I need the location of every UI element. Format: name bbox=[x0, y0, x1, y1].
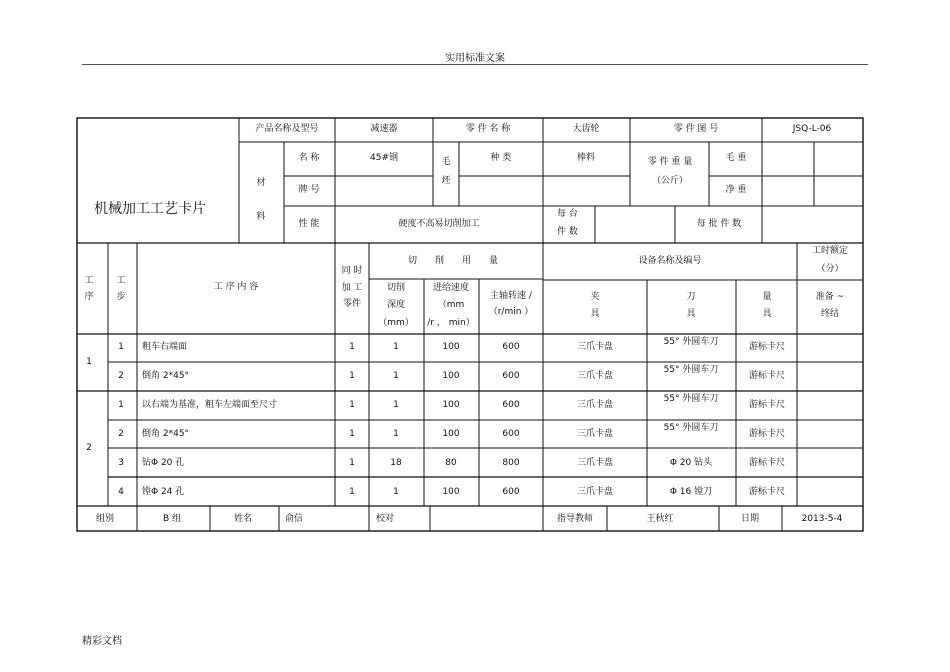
name-value: 俞信 bbox=[285, 514, 304, 524]
col-process-2: 序 bbox=[84, 292, 94, 302]
row-gauge: 游标卡尺 bbox=[748, 400, 786, 410]
mat-name-label: 名 称 bbox=[298, 153, 320, 163]
blank-type-label: 种 类 bbox=[490, 153, 512, 163]
row-spindle: 600 bbox=[502, 342, 520, 352]
row-simul: 1 bbox=[349, 429, 355, 439]
row-content: 倒角 2*45° bbox=[142, 429, 190, 439]
row-step: 3 bbox=[118, 458, 124, 468]
row-gauge: 游标卡尺 bbox=[748, 342, 786, 352]
part-name-label: 零 件 名 称 bbox=[465, 124, 511, 134]
col-gauge-2: 具 bbox=[762, 309, 772, 319]
row-depth: 1 bbox=[393, 429, 399, 439]
row-tool: 55° 外圆车刀 bbox=[663, 423, 719, 433]
row-spindle: 600 bbox=[502, 429, 520, 439]
page-header: 实用标准文案 bbox=[445, 53, 505, 64]
col-step-2: 步 bbox=[116, 292, 126, 302]
col-simul-2: 加 工 bbox=[341, 283, 363, 293]
weight-label-1: 零 件 重 量 bbox=[647, 157, 693, 167]
part-drawing-label: 零 件 图 号 bbox=[673, 124, 719, 134]
row-fixture: 三爪卡盘 bbox=[576, 342, 614, 352]
row-gauge: 游标卡尺 bbox=[748, 487, 786, 497]
row-step: 2 bbox=[118, 429, 124, 439]
row-step: 4 bbox=[118, 487, 124, 497]
row-fixture: 三爪卡盘 bbox=[576, 487, 614, 497]
col-tool-1: 刀 bbox=[686, 292, 696, 302]
col-spindle-2: （r/min ） bbox=[488, 307, 534, 317]
col-time-quota-2: （分） bbox=[816, 264, 844, 274]
date-label: 日期 bbox=[740, 514, 760, 524]
per-blank-label-2: 件 数 bbox=[557, 227, 578, 237]
blank-label-2: 坯 bbox=[441, 176, 451, 186]
col-feed-2: （mm bbox=[437, 300, 465, 310]
row-simul: 1 bbox=[349, 342, 355, 352]
row-simul: 1 bbox=[349, 458, 355, 468]
page-footer: 精彩文档 bbox=[82, 636, 122, 647]
col-depth-1: 切削 bbox=[386, 283, 406, 293]
product-value: 减速器 bbox=[370, 124, 398, 134]
col-cutting: 切 削 用 量 bbox=[407, 256, 499, 266]
col-feed-3: /r ， min） bbox=[427, 318, 475, 328]
row-spindle: 800 bbox=[502, 458, 520, 468]
row-tool: 55° 外圆车刀 bbox=[663, 365, 719, 375]
col-time-quota-1: 工时额定 bbox=[811, 246, 849, 256]
col-gauge-1: 量 bbox=[762, 292, 772, 302]
col-depth-2: 深度 bbox=[386, 300, 406, 310]
row-fixture: 三爪卡盘 bbox=[576, 429, 614, 439]
col-fixture-2: 具 bbox=[590, 309, 600, 319]
col-simul-1: 同 时 bbox=[341, 266, 363, 276]
row-step: 1 bbox=[118, 400, 124, 410]
material-label-1: 材 bbox=[256, 178, 266, 188]
row-gauge: 游标卡尺 bbox=[748, 458, 786, 468]
mat-grade-label: 牌 号 bbox=[298, 185, 320, 195]
row-fixture: 三爪卡盘 bbox=[576, 458, 614, 468]
row-simul: 1 bbox=[349, 400, 355, 410]
col-step-1: 工 bbox=[116, 276, 126, 286]
mat-perf-label: 性 能 bbox=[298, 219, 320, 229]
row-step: 1 bbox=[118, 342, 124, 352]
row-gauge: 游标卡尺 bbox=[748, 429, 786, 439]
row-feed: 100 bbox=[442, 342, 460, 352]
group-label: 组别 bbox=[95, 514, 115, 524]
row-step: 2 bbox=[118, 371, 124, 381]
col-prep-2: 终结 bbox=[820, 309, 840, 319]
per-blank-label-1: 每 台 bbox=[557, 209, 578, 219]
row-feed: 100 bbox=[442, 400, 460, 410]
row-depth: 1 bbox=[393, 371, 399, 381]
name-label: 姓名 bbox=[233, 514, 253, 524]
advisor-value: 王秋红 bbox=[646, 514, 674, 524]
mat-name-value: 45#钢 bbox=[370, 153, 398, 163]
group-value: B 组 bbox=[162, 514, 182, 524]
process-group-1: 1 bbox=[86, 357, 92, 367]
col-fixture-1: 夹 bbox=[590, 292, 600, 302]
row-depth: 1 bbox=[393, 342, 399, 352]
row-depth: 1 bbox=[393, 487, 399, 497]
per-batch-label: 每 批 件 数 bbox=[696, 219, 742, 229]
col-prep-1: 准备 ~ bbox=[815, 292, 845, 302]
col-equipment: 设备名称及编号 bbox=[638, 256, 702, 266]
row-simul: 1 bbox=[349, 371, 355, 381]
row-fixture: 三爪卡盘 bbox=[576, 400, 614, 410]
col-spindle-1: 主轴转速 / bbox=[490, 291, 532, 301]
row-feed: 100 bbox=[442, 371, 460, 381]
col-simul-3: 零件 bbox=[342, 299, 362, 309]
col-content: 工 序 内 容 bbox=[213, 282, 259, 292]
proof-label: 校对 bbox=[375, 514, 395, 524]
net-weight-label: 净 重 bbox=[725, 185, 747, 195]
row-spindle: 600 bbox=[502, 371, 520, 381]
row-content: 钻Φ 20 孔 bbox=[142, 458, 185, 468]
row-tool: Φ 20 钻头 bbox=[669, 458, 713, 468]
process-group-2: 2 bbox=[86, 443, 92, 453]
date-value: 2013-5-4 bbox=[801, 514, 843, 524]
mat-perf-value: 硬度不高易切削加工 bbox=[398, 219, 480, 229]
row-depth: 1 bbox=[393, 400, 399, 410]
blank-type-value: 棒料 bbox=[576, 153, 596, 163]
row-gauge: 游标卡尺 bbox=[748, 371, 786, 381]
card-title: 机械加工工艺卡片 bbox=[94, 201, 206, 217]
row-simul: 1 bbox=[349, 487, 355, 497]
row-spindle: 600 bbox=[502, 487, 520, 497]
gross-weight-label: 毛 重 bbox=[725, 153, 747, 163]
weight-label-2: （公斤） bbox=[651, 176, 689, 186]
row-depth: 18 bbox=[390, 458, 402, 468]
row-tool: 55° 外圆车刀 bbox=[663, 337, 719, 347]
col-depth-3: （mm） bbox=[378, 318, 414, 328]
row-content: 以右端为基准，粗车左端面至尺寸 bbox=[142, 400, 278, 410]
product-label: 产品名称及型号 bbox=[255, 124, 319, 134]
row-spindle: 600 bbox=[502, 400, 520, 410]
part-drawing-value: JSQ-L-06 bbox=[792, 124, 832, 134]
col-process-1: 工 bbox=[84, 276, 94, 286]
row-feed: 100 bbox=[442, 429, 460, 439]
advisor-label: 指导教师 bbox=[556, 514, 594, 524]
row-feed: 100 bbox=[442, 487, 460, 497]
row-fixture: 三爪卡盘 bbox=[576, 371, 614, 381]
part-name-value: 大齿轮 bbox=[572, 124, 600, 134]
material-label-2: 料 bbox=[256, 212, 266, 222]
row-tool: 55° 外圆车刀 bbox=[663, 394, 719, 404]
row-content: 粗车右端面 bbox=[142, 342, 188, 352]
blank-label-1: 毛 bbox=[441, 157, 451, 167]
row-feed: 80 bbox=[445, 458, 457, 468]
row-tool: Φ 16 镗刀 bbox=[669, 487, 713, 497]
row-content: 倒角 2*45° bbox=[142, 371, 190, 381]
col-feed-1: 进给速度 bbox=[432, 283, 470, 293]
col-tool-2: 具 bbox=[686, 309, 696, 319]
row-content: 镗Φ 24 孔 bbox=[142, 487, 185, 497]
